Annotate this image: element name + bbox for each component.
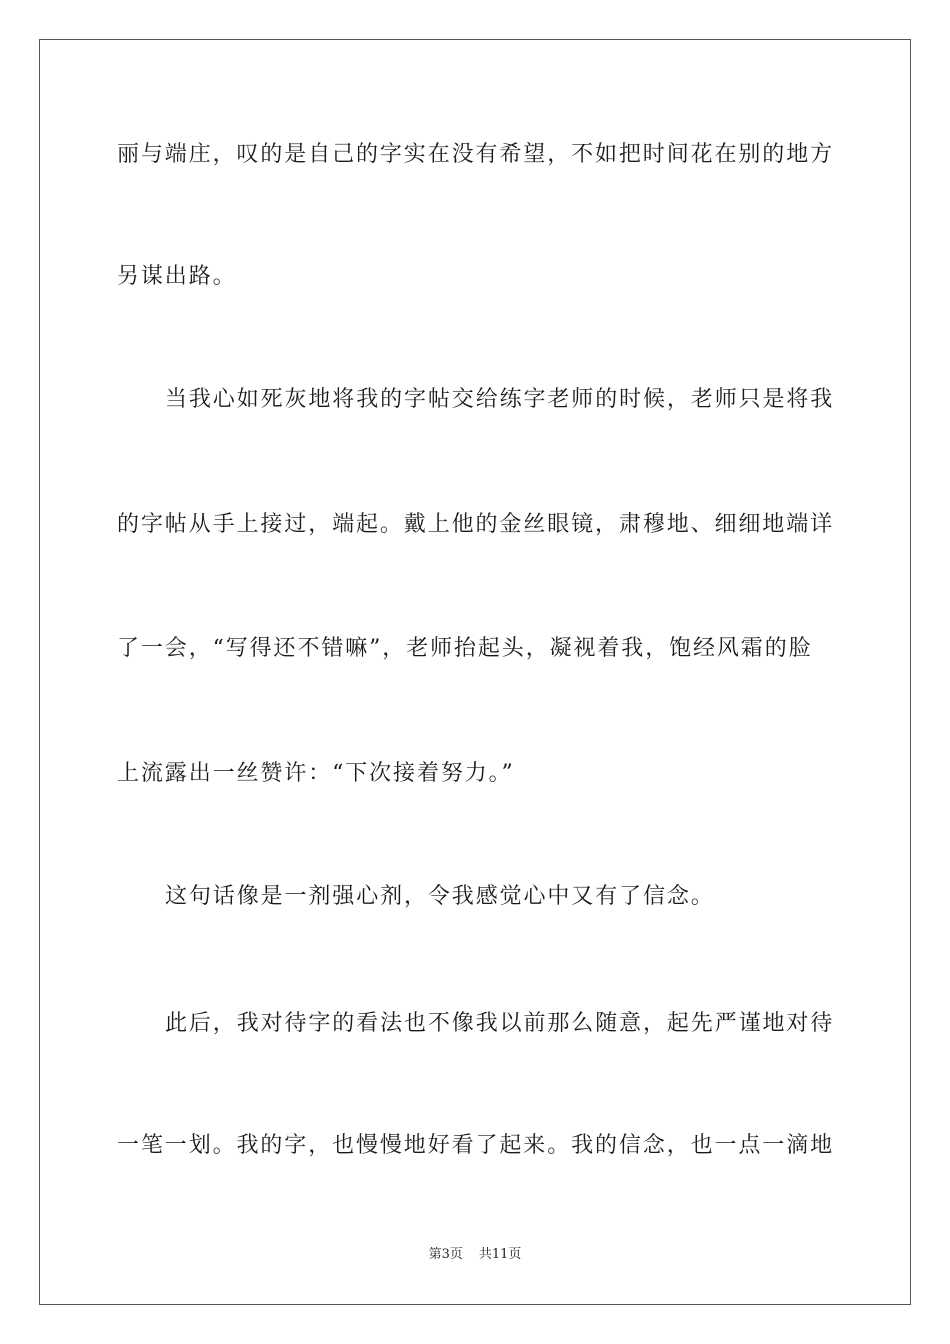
page-number: 第3页 bbox=[428, 1247, 463, 1262]
page-total: 共11页 bbox=[478, 1247, 522, 1262]
text-line-5: 了一会，“写得还不错嘛”，老师抬起头，凝视着我，饱经风霜的脸 bbox=[117, 636, 813, 661]
text-line-9: 一笔一划。我的字，也慢慢地好看了起来。我的信念，也一点一滴地 bbox=[117, 1133, 835, 1158]
text-line-2: 另谋出路。 bbox=[117, 264, 237, 289]
page-footer bbox=[0, 1246, 950, 1264]
text-line-4: 的字帖从手上接过，端起。戴上他的金丝眼镜，肃穆地、细细地端详 bbox=[117, 512, 835, 537]
page-border bbox=[39, 39, 911, 1305]
text-line-3: 当我心如死灰地将我的字帖交给练字老师的时候，老师只是将我 bbox=[165, 387, 835, 412]
text-line-1: 丽与端庄，叹的是自己的字实在没有希望，不如把时间花在别的地方 bbox=[117, 142, 835, 167]
text-line-6: 上流露出一丝赞许：“下次接着努力。” bbox=[117, 761, 515, 786]
text-line-8: 此后，我对待字的看法也不像我以前那么随意，起先严谨地对待 bbox=[165, 1011, 835, 1036]
text-line-7: 这句话像是一剂强心剂，令我感觉心中又有了信念。 bbox=[165, 884, 715, 909]
